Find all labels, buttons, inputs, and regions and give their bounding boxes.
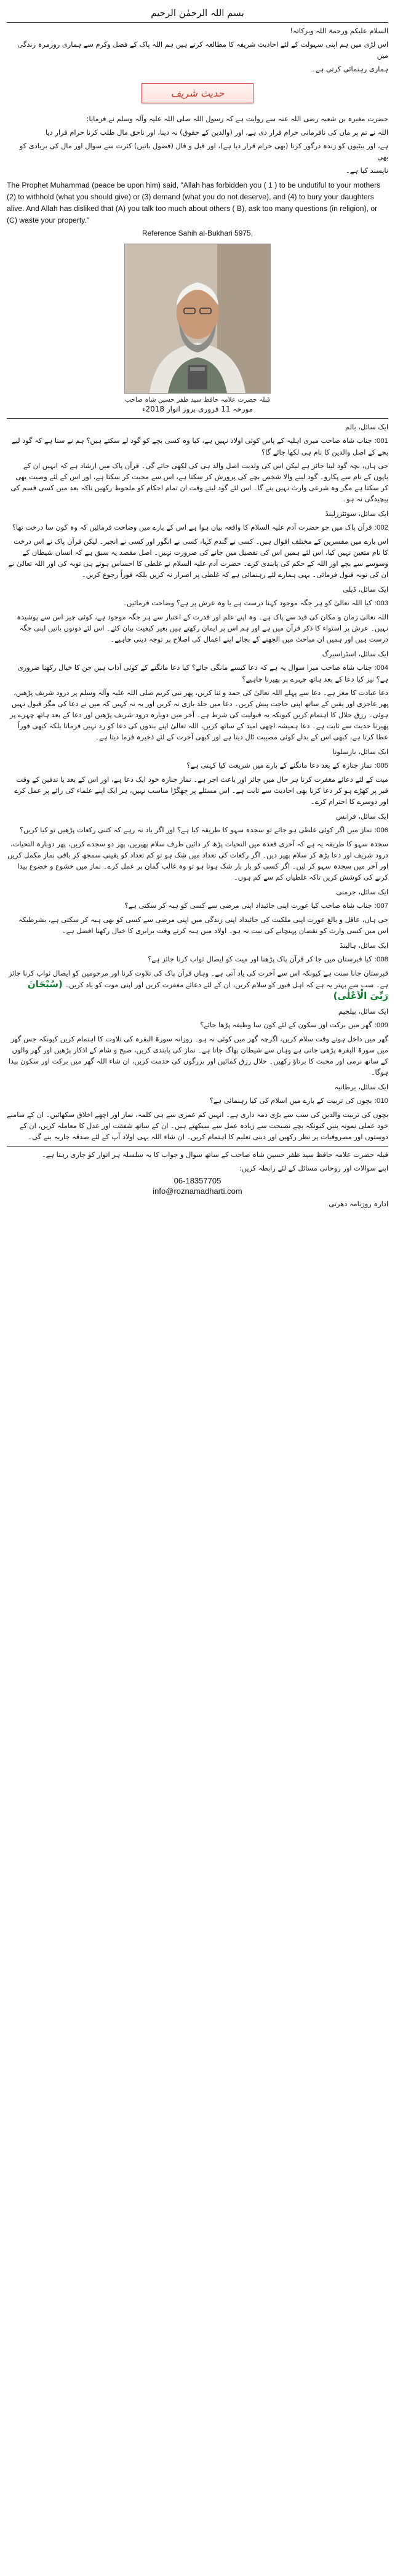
- qa-item: [7, 811, 388, 883]
- phone-number: 06-18357705: [174, 1176, 221, 1185]
- hadith-line: ہے، اور بیٹیوں کو زندہ درگور کرنا (بھی حرام قرار دیا ہے)، اور قیل و قال (فضول باتیں) کثرت سے سوال اور مال کی بربادی کو بھی: [19, 141, 388, 161]
- qa-item: [7, 584, 388, 645]
- asker-line: ایک سائل، فرانس: [336, 812, 388, 821]
- question-number: 007: [376, 902, 388, 910]
- asker-line: ایک سائل، بیلجیم: [338, 1007, 388, 1016]
- asker-line: ایک سائل، بالم: [345, 423, 388, 431]
- hadith-line: اللہ نے تم پر ماں کی نافرمانی حرام قرار دی ہے، اور (والدین کے حقوق) نہ دینا، اور ناحق مال طلب کرنا حرام قرار دیا: [46, 128, 388, 137]
- hadith-line: ناپسند کیا ہے۔: [346, 166, 388, 175]
- qa-item: [7, 648, 388, 742]
- qa-item: [7, 421, 388, 504]
- asker-line: ایک سائل، جرمنی: [336, 888, 388, 896]
- intro-line: السلام علیکم ورحمۃ اللہ وبرکاتہ!: [290, 26, 388, 35]
- question-body: نماز میں اگر کوئی غلطی ہو جائے تو سجدہ سہو کا طریقہ کیا ہے؟ اور اگر یاد نہ رہے کہ کتنی رکعات پڑھیں تو کیا کریں؟: [19, 825, 372, 834]
- question-number: 002: [376, 524, 388, 531]
- qa-item: [7, 1006, 388, 1078]
- question-number: 010: [376, 1097, 388, 1105]
- hadith-line: حضرت مغیرہ بن شعبہ رضی اللہ عنہ سے روایت ہے کہ رسول اللہ صلی اللہ علیہ وآلہ وسلم نے فرمایا:: [86, 114, 388, 123]
- answer-text: بچوں کی تربیت والدین کی سب سے بڑی ذمہ داری ہے۔ انہیں کم عمری سے ہی کلمہ، نماز اور اچھے اخلاق سکھائیں۔ ان کے سامنے خود عملی نمونہ بنیں کیونکہ بچے نصیحت سے زیادہ عمل سے سیکھتے ہیں۔ ان کے ساتھ شفقت اور عدل کا معاملہ کریں، ان کے دوستوں اور مصروفیات پر نظر رکھیں اور دینی تعلیم کا اہتمام کریں۔ ان شاء اللہ یہی اولاد آپ کے لئے صدقہ جاریہ بنے گی۔: [7, 1110, 388, 1141]
- scholar-photo: [124, 244, 271, 394]
- intro-line: اس لڑی میں ہم اپنی سہولت کے لئے احادیث شریفہ کا مطالعہ کرتے ہیں ہم اللہ پاک کے فضل وکرم سے ہماری روزمرہ زندگی میں: [17, 40, 388, 60]
- hadith-urdu: [7, 113, 388, 176]
- divider: [7, 22, 388, 23]
- asker-line: ایک سائل، بارسلونا: [332, 747, 388, 756]
- answer-text: گھر میں داخل ہوتے وقت سلام کریں، اگرچہ گھر میں کوئی نہ ہو۔ روزانہ سورۃ البقرہ کی تلاوت کا اہتمام کریں کیونکہ جس گھر میں سورۃ البقرہ پڑھی جاتی ہے وہاں سے شیطان بھاگ جاتا ہے۔ نماز کی پابندی کریں، صبح و شام کے اذکار پڑھیں اور گھر والوں کے ساتھ نرمی اور محبت کا برتاؤ رکھیں۔ حلال رزق کمائیں اور بزرگوں کی خدمت کریں، ان شاء اللہ گھر میں برکت اور سکون پیدا ہوگا۔: [8, 1035, 388, 1076]
- asker-line: ایک سائل، ڈیلی: [343, 585, 388, 594]
- question-number: 008: [376, 956, 388, 963]
- question-body: نماز جنازہ کے بعد دعا مانگنے کے بارے میں شریعت کیا کہتی ہے؟: [186, 761, 372, 769]
- answer-body: قبرستان جانا سنت ہے کیونکہ اس سے آخرت کی یاد آتی ہے۔ وہاں قرآن پاک کی تلاوت کرنا اور مرحومین کو ایصال ثواب کرنا جائز ہے۔ سب سے بہتر یہ ہے کہ اہل قبور کو سلام کریں، ان کے لئے دعائے مغفرت کریں اور اپنی موت کو یاد کریں۔: [8, 969, 388, 989]
- asker-line: ایک سائل، ہالینڈ: [340, 941, 388, 950]
- asker-line: ایک سائل، اسٹراسبرگ: [322, 650, 388, 658]
- asker-line: ایک سائل، برطانیہ: [334, 1083, 388, 1091]
- question-number: 001: [376, 437, 388, 445]
- question-text: 007: جناب شاہ صاحب کیا عورت اپنی جائیداد اپنی مرضی سے کسی کو ہبہ کر سکتی ہے؟: [124, 901, 388, 910]
- qa-item: [7, 886, 388, 936]
- qa-section: [7, 421, 388, 1142]
- hadith-english: The Prophet Muhammad (peace be upon him) said, "Allah has forbidden you ( 1 ) to be undutiful to your mothers (2) to withhold (what you should give) or (3) demand (what you do not deserve), and (4) to bury your daughters alive. And Allah has disliked that (A) you talk too much about others ( B), ask too many questions (in religion), or (C) waste your property.": [7, 181, 381, 225]
- hadith-banner: حدیث شریف: [142, 83, 253, 103]
- answer-text: اس بارے میں مفسرین کے مختلف اقوال ہیں۔ کسی نے گندم کہا، کسی نے انگور اور کسی نے انجیر۔ لیکن قرآن پاک نے اس درخت کا نام متعین نہیں کیا، اس لئے ہمیں اس کی تفصیل میں جانے کی ضرورت نہیں۔ اصل مقصد یہ سبق ہے کہ انسان شیطان کے وسوسے سے بچے اور اللہ کے حکم کی پابندی کرے۔ حضرت آدم علیہ السلام نے غلطی کا احساس ہوتے ہی توبہ کی اور اللہ تعالیٰ نے ان کی توبہ قبول فرمائی۔ یہی ہمارے لئے رہنمائی ہے کہ غلطی پر اصرار نہ کریں بلکہ فوراً رجوع کریں۔: [8, 537, 388, 579]
- closing-section: [7, 1149, 388, 1174]
- question-number: 004: [376, 664, 388, 672]
- intro-line: ہماری رہنمائی کرتی ہے۔: [311, 65, 388, 73]
- intro-section: [7, 25, 388, 74]
- question-body: گھر میں برکت اور سکون کے لئے کون سا وظیفہ پڑھا جائے؟: [200, 1020, 372, 1029]
- divider: [7, 1146, 388, 1147]
- question-number: 009: [376, 1022, 388, 1029]
- answer-text: دعا عبادت کا مغز ہے۔ دعا سے پہلے اللہ تعالیٰ کی حمد و ثنا کریں، پھر نبی کریم صلی اللہ علیہ وآلہ وسلم پر درود شریف پڑھیں، پھر عاجزی اور یقین کے ساتھ اپنی حاجت پیش کریں۔ دعا میں جلد بازی نہ کریں اور یہ نہ کہیں کہ میں نے دعا کی مگر قبول نہیں ہوئی۔ رزق حلال کا اہتمام کریں کیونکہ یہ قبولیت کی شرط ہے۔ آخر میں دوبارہ درود شریف پڑھیں اور دعا کے بعد ہاتھ چہرے پر پھیرنا حدیث سے ثابت ہے۔ دعا ہمیشہ اچھی امید کے ساتھ کریں، اللہ تعالیٰ اپنے بندوں کی دعا کو رد نہیں فرماتا بلکہ کبھی فوراً عطا کرتا ہے، کبھی اس کے بدلے کوئی مصیبت ٹال دیتا ہے اور کبھی آخرت کے لئے ذخیرہ فرما دیتا ہے۔: [10, 688, 388, 741]
- qa-item: [7, 1081, 388, 1142]
- question-text: 002: قرآن پاک میں جو حضرت آدم علیہ السلام کا واقعہ بیان ہوا ہے اس کے بارے میں وضاحت فرمائیں کہ وہ کون سا درخت تھا؟: [12, 523, 388, 531]
- question-text: 009: گھر میں برکت اور سکون کے لئے کون سا وظیفہ پڑھا جائے؟: [200, 1020, 388, 1029]
- date-line: مورخہ 11 فروری بروز اتوار 2018ء: [142, 405, 253, 413]
- footer-text: ادارہ روزنامہ دھرتی: [329, 1199, 388, 1208]
- question-body: جناب شاہ صاحب میرا سوال یہ ہے کہ دعا کیسے مانگی جائے؟ کیا دعا مانگنے کے کوئی آداب ہیں جن کا خیال رکھنا ضروری ہے؟ نیز کیا دعا کے بعد ہاتھ چہرے پر پھیرنا چاہیے؟: [17, 663, 388, 683]
- question-number: 003: [376, 600, 388, 607]
- footer-section: [7, 1198, 388, 1209]
- question-text: 010: بچوں کی تربیت کے بارے میں اسلام کی کیا رہنمائی ہے؟: [209, 1096, 388, 1105]
- photo-caption: قبلہ حضرت علامہ حافظ سید ظفر حسین شاہ صاحب: [125, 396, 270, 403]
- question-text: 003: کیا اللہ تعالیٰ کو ہر جگہ موجود کہنا درست ہے یا وہ عرش پر ہے؟ وضاحت فرمائیں۔: [122, 598, 388, 607]
- question-body: جناب شاہ صاحب کیا عورت اپنی جائیداد اپنی مرضی سے کسی کو ہبہ کر سکتی ہے؟: [124, 901, 372, 910]
- question-body: بچوں کی تربیت کے بارے میں اسلام کی کیا رہنمائی ہے؟: [209, 1096, 372, 1105]
- question-text: 008: کیا قبرستان میں جا کر قرآن پاک پڑھنا اور میت کو ایصال ثواب کرنا جائز ہے؟: [148, 955, 388, 963]
- answer-text: اللہ تعالیٰ زمان و مکان کی قید سے پاک ہے۔ وہ اپنے علم اور قدرت کے اعتبار سے ہر جگہ موجود ہے، کوئی چیز اس سے پوشیدہ نہیں۔ عرش پر استواء کا ذکر قرآن میں ہے اور ہم اس پر ایمان رکھتے ہیں بغیر کیفیت بیان کئے۔ اس لئے دونوں باتیں اپنی جگہ درست ہیں اور ہمیں ان مباحث میں الجھنے کے بجائے اپنے اعمال کی اصلاح پر توجہ دینی چاہیے۔: [17, 613, 388, 643]
- question-body: جناب شاہ صاحب میری اہلیہ کے پاس کوئی اولاد نہیں ہے، کیا وہ کسی بچے کو گود لے سکتے ہیں؟ ہم نے سنا ہے کہ گود لیے بچے کے اصل والدین کا نام ہی لکھا جائے گا؟: [12, 436, 388, 456]
- question-text: 004: جناب شاہ صاحب میرا سوال یہ ہے کہ دعا کیسے مانگی جائے؟ کیا دعا مانگنے کے کوئی آداب ہیں جن کا خیال رکھنا ضروری ہے؟ نیز کیا دعا کے بعد ہاتھ چہرے پر پھیرنا چاہیے؟: [17, 663, 388, 683]
- highlight-phrase: (سُبْحَانَ رَبِّیَ الْاَعْلٰی): [27, 979, 388, 1001]
- closing-line: قبلہ حضرت علامہ حافظ سید ظفر حسین شاہ صاحب کے ساتھ سوال و جواب کا یہ سلسلہ ہر اتوار کو جاری رہتا ہے۔: [42, 1150, 388, 1159]
- question-body: کیا اللہ تعالیٰ کو ہر جگہ موجود کہنا درست ہے یا وہ عرش پر ہے؟ وضاحت فرمائیں۔: [122, 598, 372, 607]
- question-text: 006: نماز میں اگر کوئی غلطی ہو جائے تو سجدہ سہو کا طریقہ کیا ہے؟ اور اگر یاد نہ رہے کہ کتنی رکعات پڑھیں تو کیا کریں؟: [19, 825, 388, 834]
- answer-text: جی ہاں، عاقل و بالغ عورت اپنی ملکیت کی جائیداد اپنی زندگی میں اپنی مرضی سے کسی کو بھی ہبہ کر سکتی ہے، بشرطیکہ اس میں کسی وارث کو نقصان پہنچانے کی نیت نہ ہو۔ اولاد میں ہبہ کرتے وقت برابری کا خیال رکھنا افضل ہے۔: [18, 915, 388, 935]
- answer-text: جی ہاں، بچہ گود لینا جائز ہے لیکن اس کی ولدیت اصل والد ہی کی لکھی جائے گی۔ قرآن پاک میں ارشاد ہے کہ انہیں ان کے باپوں کے نام سے پکارو۔ گود لینے والا شخص بچے کی پرورش کر سکتا ہے، اس سے محبت کر سکتا ہے، اور اس کے لئے وصیت بھی کر سکتا ہے مگر وہ شرعی وارث نہیں بنے گا۔ اس لئے گود لیتے وقت ان تمام احکام کو ملحوظ رکھیں تاکہ بعد میں کسی قسم کی پیچیدگی نہ ہو۔: [10, 461, 388, 503]
- question-text: 005: نماز جنازہ کے بعد دعا مانگنے کے بارے میں شریعت کیا کہتی ہے؟: [186, 761, 388, 769]
- asker-line: ایک سائل، سوئٹزرلینڈ: [325, 509, 388, 518]
- answer-text: [7, 968, 388, 1002]
- qa-item: [7, 508, 388, 580]
- qa-item: [7, 746, 388, 807]
- scholar-portrait-icon: [125, 244, 270, 393]
- divider: [7, 418, 388, 419]
- question-number: 006: [376, 827, 388, 834]
- email-link[interactable]: info@roznamadharti.com: [153, 1187, 242, 1196]
- hadith-reference: Reference Sahih al-Bukhari 5975,: [142, 229, 253, 237]
- document-page: [7, 0, 388, 1209]
- question-body: قرآن پاک میں جو حضرت آدم علیہ السلام کا واقعہ بیان ہوا ہے اس کے بارے میں وضاحت فرمائیں کہ وہ کون سا درخت تھا؟: [12, 523, 372, 531]
- answer-text: میت کے لئے دعائے مغفرت کرنا ہر حال میں جائز اور باعث اجر ہے۔ نماز جنازہ خود ایک دعا ہے، اور اس کے بعد یا تدفین کے وقت قبر پر کھڑے ہو کر دعا کرنا بھی احادیث سے ثابت ہے۔ اس مسئلے پر جھگڑا مناسب نہیں، ہر ایک اپنے علماء کی رائے پر عمل کرے اور دوسرے کا احترام کرے۔: [14, 775, 388, 806]
- bismillah-heading: بسم اللہ الرحمٰن الرحیم: [151, 7, 244, 18]
- qa-item: [7, 940, 388, 1002]
- question-number: 005: [376, 762, 388, 769]
- question-body: کیا قبرستان میں جا کر قرآن پاک پڑھنا اور میت کو ایصال ثواب کرنا جائز ہے؟: [148, 955, 372, 963]
- answer-text: سجدہ سہو کا طریقہ یہ ہے کہ آخری قعدہ میں التحیات پڑھ کر دائیں طرف سلام پھیریں، پھر دو سجدے کریں، پھر دوبارہ التحیات، درود شریف اور دعا پڑھ کر سلام پھیر دیں۔ اگر رکعات کی تعداد میں شک ہو تو کم تعداد کو یقینی سمجھ کر باقی نماز مکمل کریں اور آخر میں سجدہ سہو کر لیں۔ اگر کسی کو بار بار شک ہوتا ہو تو وہ غالب گمان پر عمل کرے۔ نماز میں خشوع و خضوع پیدا کرنے کی کوشش کریں تاکہ غلطیاں کم سے کم ہوں۔: [7, 840, 388, 881]
- question-text: 001: جناب شاہ صاحب میری اہلیہ کے پاس کوئی اولاد نہیں ہے، کیا وہ کسی بچے کو گود لے سکتے ہیں؟ ہم نے سنا ہے کہ گود لیے بچے کے اصل والدین کا نام ہی لکھا جائے گا؟: [12, 436, 388, 456]
- closing-line: اپنے سوالات اور روحانی مسائل کے لئے رابطہ کریں:: [239, 1164, 388, 1172]
